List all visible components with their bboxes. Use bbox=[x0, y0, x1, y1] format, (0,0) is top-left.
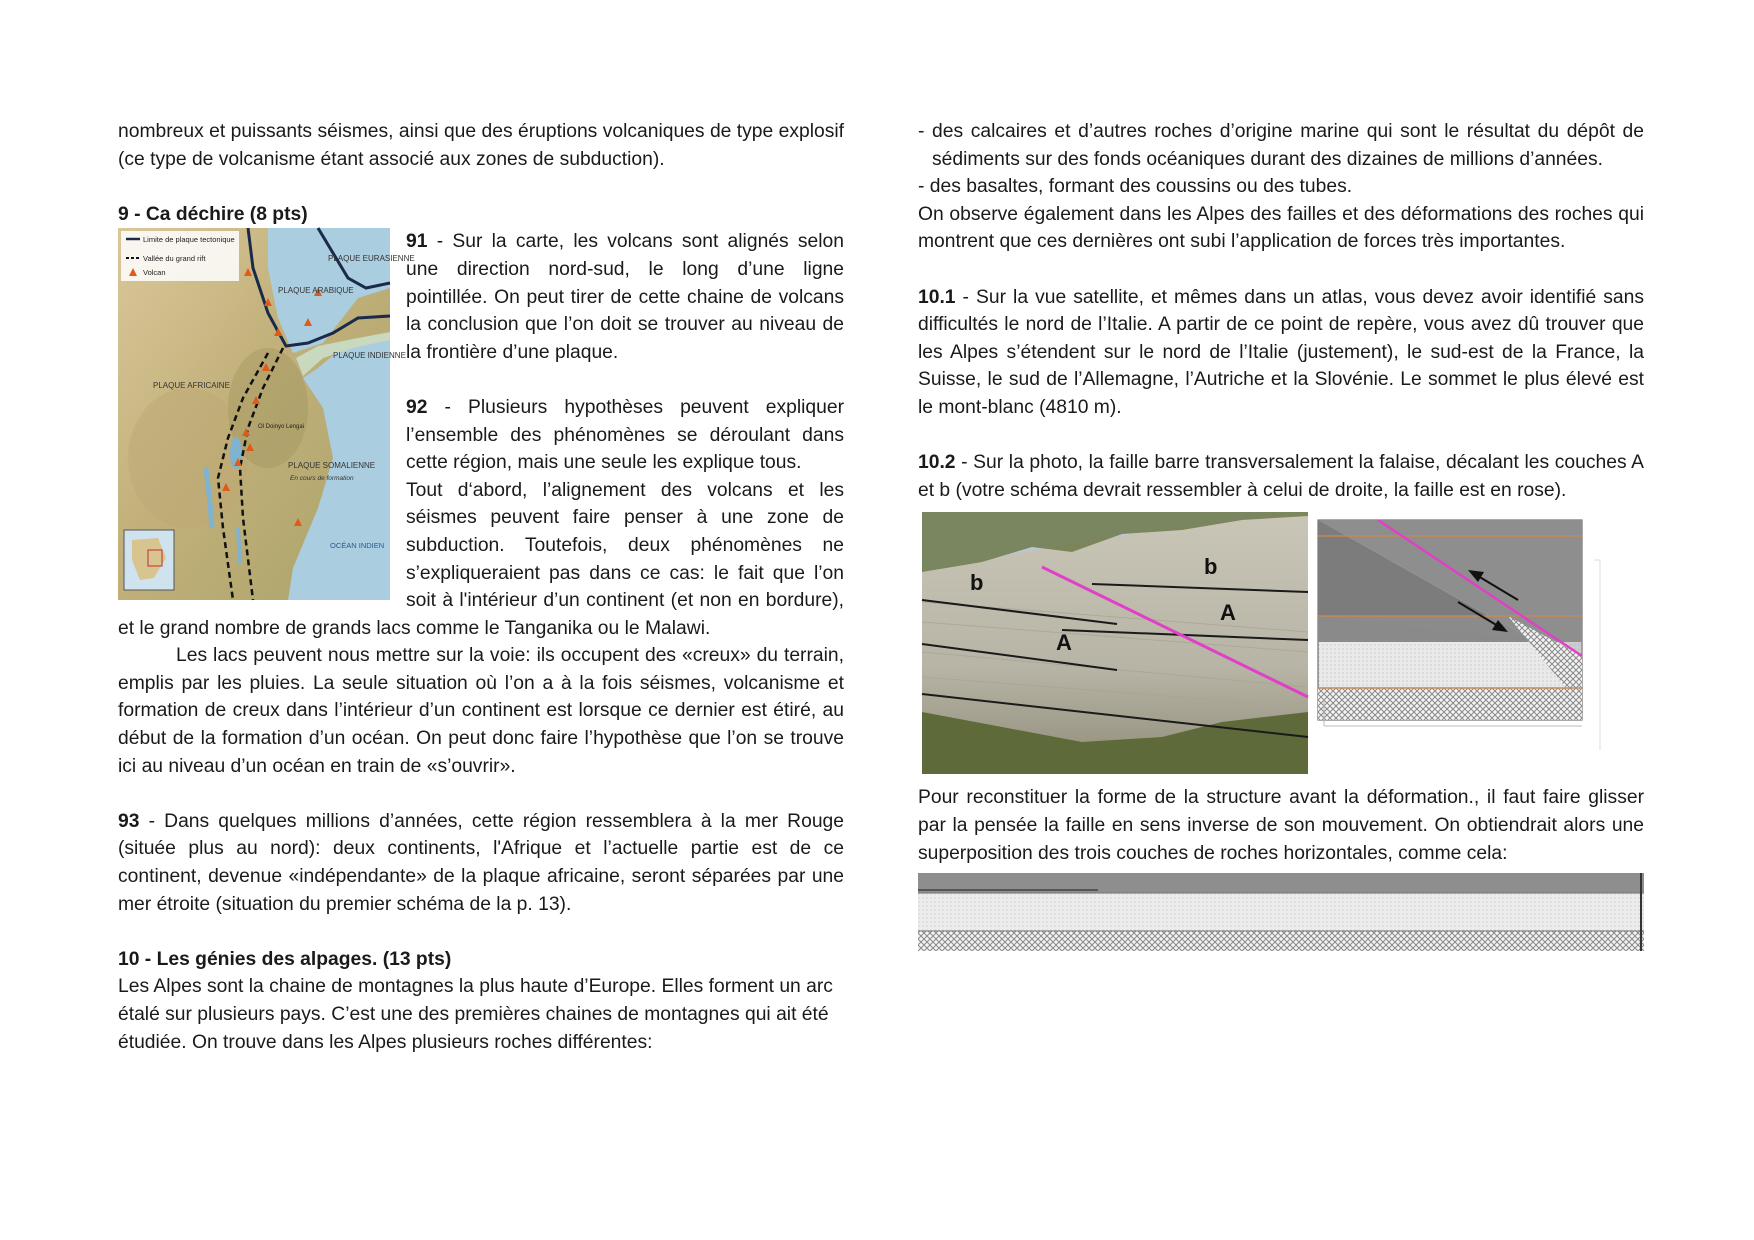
schema-margin-mark bbox=[1594, 560, 1600, 750]
legend-volcano-label: Volcan bbox=[143, 268, 166, 278]
photo-label-b-left: b bbox=[970, 570, 984, 596]
q101-text: - Sur la vue satellite, et mêmes dans un atlas, vous devez avoir identifié sans difficultés le nord de l’Italie. A partir de ce point de repère, vous avez dû trouver que les Alpes s’étendent sur le nord de l’Italie (justement), le sud-est de la France, la Suisse, le sud de l’Allemagne, l’Autriche et la Slovénie. Le sommet le plus élevé est le mont-blanc (4810 m). bbox=[918, 286, 1644, 418]
fault-schema bbox=[1318, 520, 1644, 770]
q92-text: - Plusieurs hypothèses peuvent expliquer l’ensemble des phénomènes se déroulant dans cette région, mais une seule les explique tous. bbox=[406, 396, 844, 474]
label-formation: En cours de formation bbox=[290, 475, 354, 483]
fault-figure bbox=[918, 512, 1644, 774]
q93-number: 93 bbox=[118, 810, 140, 832]
label-arabique: PLAQUE ARABIQUE bbox=[278, 286, 354, 296]
legend-boundary-label: Limite de plaque tectonique bbox=[143, 235, 235, 245]
q92-paragraph-2: Tout d‘abord, l’alignement des volcans et les séismes peuvent faire penser à une zone de subduction. Toutefois, deux phénomènes ne s’expliqueraient pas dans ce cas: le fait que l’on soit à l'intérieur d’un continent (et non en bordure), et le grand nombre de grands lacs comme le Tanganika ou le Malawi. bbox=[118, 479, 844, 639]
label-ocean: OCÉAN INDIEN bbox=[330, 541, 385, 551]
reconstructed-layers-svg bbox=[918, 873, 1644, 951]
rift-map-svg bbox=[118, 228, 415, 600]
intro-paragraph: nombreux et puissants séismes, ainsi que des éruptions volcaniques de type explosif (ce type de volcanisme étant associé aux zones de subduction). bbox=[118, 121, 844, 170]
q93-text: - Dans quelques millions d’années, cette région ressemblera à la mer Rouge (située plus au nord): deux continents, l'Afrique et l’actuelle partie est de ce continent, devenue «indépendante» de la plaque africaine, seront séparées par une mer étroite (situation du premier schéma de la p. 13). bbox=[118, 810, 844, 915]
east-africa-rift-map bbox=[118, 228, 415, 600]
label-somalienne: PLAQUE SOMALIENNE bbox=[288, 461, 376, 471]
label-lengai: Ol Doinyo Lengai bbox=[258, 424, 305, 431]
q102-number: 10.2 bbox=[918, 452, 956, 474]
photo-label-a-right: A bbox=[1220, 600, 1236, 626]
photo-label-b-right: b bbox=[1204, 554, 1218, 580]
q91-text: - Sur la carte, les volcans sont alignés selon une direction nord-sud, le long d’une ligne pointillée. On peut tirer de cette chaine de volcans la conclusion que l’on doit se trouver au niveau de la frontière d’une plaque. bbox=[406, 231, 844, 363]
legend-rift-label: Vallée du grand rift bbox=[143, 254, 206, 264]
section-10-heading: 10 - Les génies des alpages. (13 pts) bbox=[118, 948, 452, 970]
failles-paragraph: On observe également dans les Alpes des failles et des déformations des roches qui montrent que ces dernières ont subi l’application de forces très importantes. bbox=[918, 203, 1644, 253]
q101-number: 10.1 bbox=[918, 286, 956, 308]
q91-number: 91 bbox=[406, 231, 428, 253]
q102-paragraph bbox=[918, 449, 1644, 504]
reconstituer-paragraph: Pour reconstituer la forme de la structure avant la déformation., il faut faire glisser par la pensée la faille en sens inverse de son mouvement. On obtiendrait alors une superposition des trois couches de roches horizontales, comme cela: bbox=[918, 787, 1644, 864]
schema-bottom-hatched bbox=[1318, 688, 1582, 720]
q92-paragraph-3: Les lacs peuvent nous mettre sur la voie: ils occupent des «creux» du terrain, emplis par les pluies. La seule situation où l’on a à la fois séismes, volcanisme et formation de creux dans l’intérieur d’un continent est lorsque ce dernier est étiré, au début de la formation d’un océan. On peut donc faire l’hypothèse que l’on se trouve ici au niveau d’un océan en train de «s’ouvrir». bbox=[118, 645, 844, 777]
cliff-photo bbox=[922, 512, 1308, 774]
layer-middle bbox=[918, 893, 1644, 931]
q93-paragraph bbox=[118, 808, 844, 918]
layer-bottom bbox=[918, 931, 1644, 951]
right-column bbox=[918, 118, 1644, 963]
q101-paragraph bbox=[918, 284, 1644, 422]
bullet-basaltes: - des basaltes, formant des coussins ou des tubes. bbox=[918, 176, 1353, 198]
map-lake-malawi bbox=[238, 528, 240, 563]
q92-number: 92 bbox=[406, 396, 428, 418]
section-9-heading: 9 - Ca déchire (8 pts) bbox=[118, 203, 308, 225]
q102-text: - Sur la photo, la faille barre transversalement la falaise, décalant les couches A et b (votre schéma devrait ressembler à celui de droite, la faille est en rose). bbox=[918, 452, 1644, 501]
label-indienne: PLAQUE INDIENNE bbox=[333, 351, 406, 361]
left-column bbox=[118, 118, 844, 1056]
reconstructed-layers-figure bbox=[918, 873, 1644, 963]
label-africaine: PLAQUE AFRICAINE bbox=[153, 381, 230, 391]
label-eurasienne: PLAQUE EURASIENNE bbox=[328, 254, 415, 264]
bullet-calcaires: - des calcaires et d’autres roches d’origine marine qui sont le résultat du dépôt de sédiments sur des fonds océaniques durant des dizaines de millions d’années. bbox=[918, 121, 1644, 170]
section-10-paragraph: Les Alpes sont la chaine de montagnes la plus haute d’Europe. Elles forment un arc étalé sur plusieurs pays. C’est une des premières chaines de montagnes qui ait été étudiée. On trouve dans les Alpes plusieurs roches différentes: bbox=[118, 976, 833, 1053]
photo-label-a-left: A bbox=[1056, 630, 1072, 656]
